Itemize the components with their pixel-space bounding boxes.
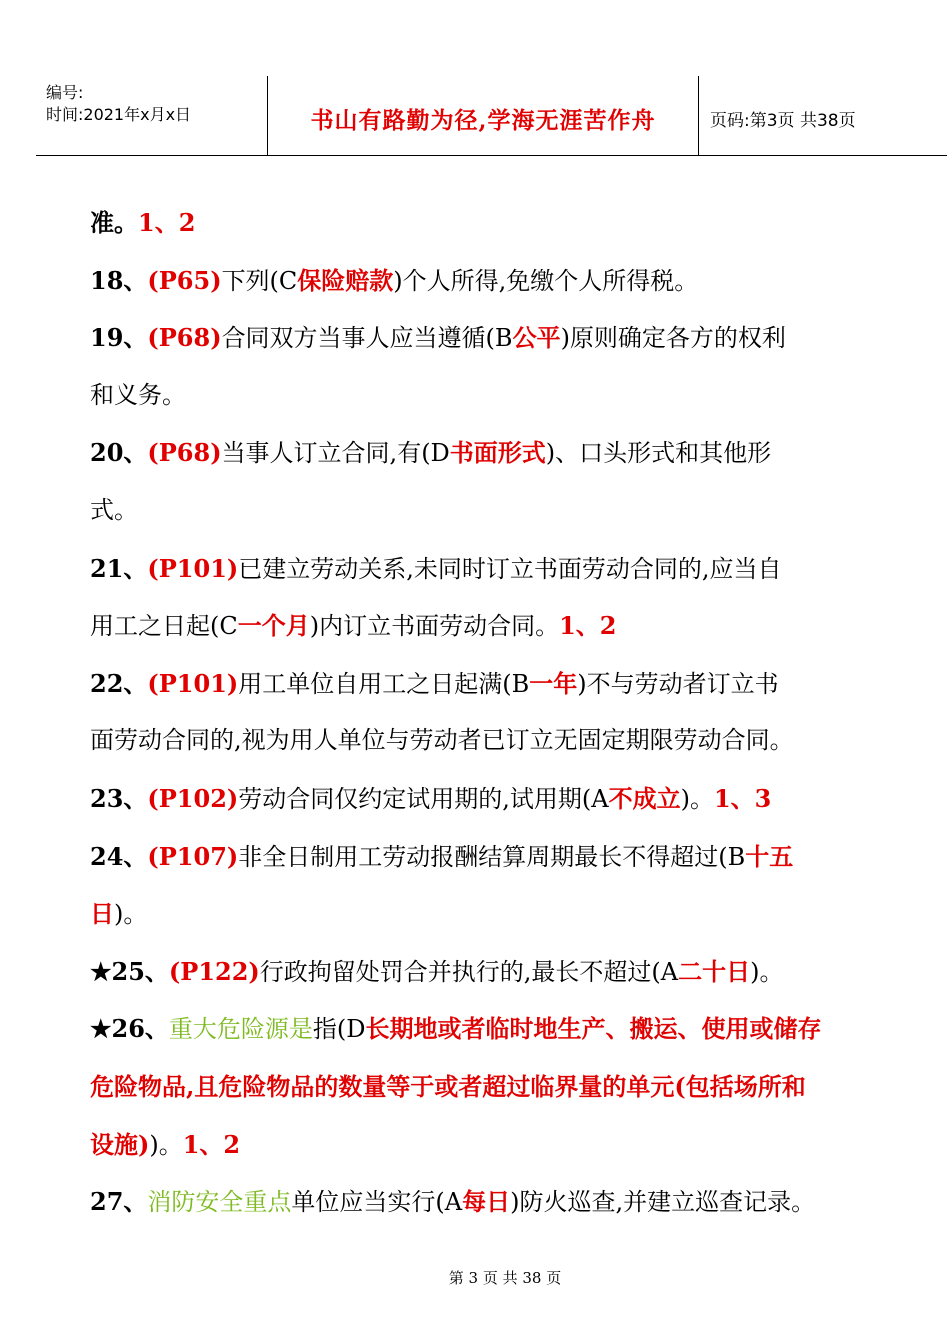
text-line: [90, 309, 902, 367]
text-segment: )、口头形式和其他形: [545, 439, 772, 468]
text-segment: 行政拘留处罚合并执行的,最长不超过(A: [259, 957, 679, 986]
text-line: [90, 828, 902, 886]
text-segment: 27、: [90, 1187, 148, 1217]
text-segment: 日: [90, 899, 114, 929]
text-segment: 危险物品,且危险物品的数量等于或者超过临界量的单元(包括场所和: [90, 1071, 806, 1101]
text-segment: 一年: [529, 668, 578, 698]
serial-label: 编号:: [46, 83, 84, 102]
text-segment: (P102): [147, 783, 239, 813]
text-segment: 已建立劳动关系,未同时订立书面劳动合同的,应当自: [238, 554, 782, 583]
time-label: 时间:2021年x月x日: [46, 105, 192, 124]
text-segment: (P68): [147, 438, 222, 468]
text-segment: 公平: [512, 323, 561, 353]
text-line: [90, 885, 902, 943]
text-segment: 和义务。: [90, 380, 186, 409]
page-footer: 第 3 页 共 38 页: [448, 1269, 562, 1287]
text-line: [90, 367, 902, 425]
text-segment: 重大危险源是: [168, 1015, 313, 1044]
text-line: [90, 424, 902, 482]
text-line: [90, 1000, 902, 1058]
text-segment: 每日: [462, 1187, 511, 1217]
text-line: [90, 1173, 902, 1231]
text-line: [90, 540, 902, 598]
text-line: [90, 1116, 902, 1174]
text-segment: (P101): [147, 668, 239, 698]
text-segment: 下列(C: [221, 266, 298, 295]
text-segment: (P122): [168, 956, 260, 986]
text-segment: 指(D: [312, 1015, 366, 1044]
text-line: [90, 194, 902, 252]
text-segment: (P107): [147, 841, 239, 871]
text-line: [90, 655, 902, 713]
text-segment: )。: [149, 1130, 183, 1159]
text-segment: 23、: [90, 783, 148, 813]
text-segment: 准。: [90, 208, 138, 237]
text-segment: 合同双方当事人应当遵循(B: [221, 324, 513, 353]
text-segment: (P101): [147, 553, 239, 583]
text-segment: 用工之日起(C: [90, 612, 238, 641]
text-line: [90, 770, 902, 828]
text-segment: )。: [114, 900, 148, 929]
divider: [698, 76, 699, 155]
page-info: 页码:第3页 共38页: [710, 111, 856, 131]
text-segment: ★25、: [90, 956, 169, 986]
text-segment: 1、2: [138, 208, 196, 237]
text-line: [90, 482, 902, 540]
text-segment: ★26、: [90, 1014, 169, 1044]
text-segment: 消防安全重点: [147, 1188, 292, 1217]
document-body: [90, 194, 902, 1231]
text-line: [90, 252, 902, 310]
text-line: [90, 712, 902, 770]
text-segment: )。: [680, 784, 714, 813]
text-line: [90, 597, 902, 655]
text-segment: 1、2: [559, 611, 617, 641]
text-line: [90, 943, 902, 1001]
text-segment: 非全日制用工劳动报酬结算周期最长不得超过(B: [238, 842, 746, 871]
text-segment: )不与劳动者订立书: [577, 669, 779, 698]
motto: 书山有路勤为径,学海无涯苦作舟: [310, 107, 656, 134]
text-segment: )内订立书面劳动合同。: [309, 612, 560, 641]
text-segment: 18、: [90, 265, 148, 295]
header-table: [36, 76, 947, 156]
text-segment: 19、: [90, 323, 148, 353]
text-segment: 24、: [90, 841, 148, 871]
text-segment: 不成立: [608, 783, 681, 813]
text-segment: 设施): [90, 1129, 150, 1159]
text-segment: )。: [750, 957, 784, 986]
text-segment: (P65): [147, 265, 222, 295]
header-meta: [46, 82, 191, 126]
text-segment: 当事人订立合同,有(D: [221, 439, 450, 468]
text-segment: 面劳动合同的,视为用人单位与劳动者已订立无固定期限劳动合同。: [90, 726, 794, 755]
text-segment: 保险赔款: [297, 265, 394, 295]
text-segment: 十五: [745, 841, 794, 871]
text-segment: )防火巡查,并建立巡查记录。: [510, 1188, 816, 1217]
text-segment: 劳动合同仅约定试用期的,试用期(A: [238, 784, 609, 813]
text-segment: 20、: [90, 438, 148, 468]
text-segment: 用工单位自用工之日起满(B: [238, 669, 530, 698]
text-segment: 一个月: [237, 611, 310, 641]
text-segment: )原则确定各方的权利: [560, 324, 786, 353]
text-line: [90, 1058, 902, 1116]
text-segment: (P68): [147, 323, 222, 353]
text-segment: 二十日: [678, 956, 751, 986]
text-segment: 22、: [90, 668, 148, 698]
text-segment: 1、2: [182, 1129, 241, 1159]
text-segment: )个人所得,免缴个人所得税。: [393, 266, 699, 295]
text-segment: 1、3: [713, 783, 772, 813]
text-segment: 21、: [90, 553, 148, 583]
text-segment: 单位应当实行(A: [291, 1188, 463, 1217]
text-segment: 书面形式: [449, 438, 546, 468]
text-segment: 长期地或者临时地生产、搬运、使用或储存: [365, 1014, 822, 1044]
text-segment: 式。: [90, 495, 138, 524]
